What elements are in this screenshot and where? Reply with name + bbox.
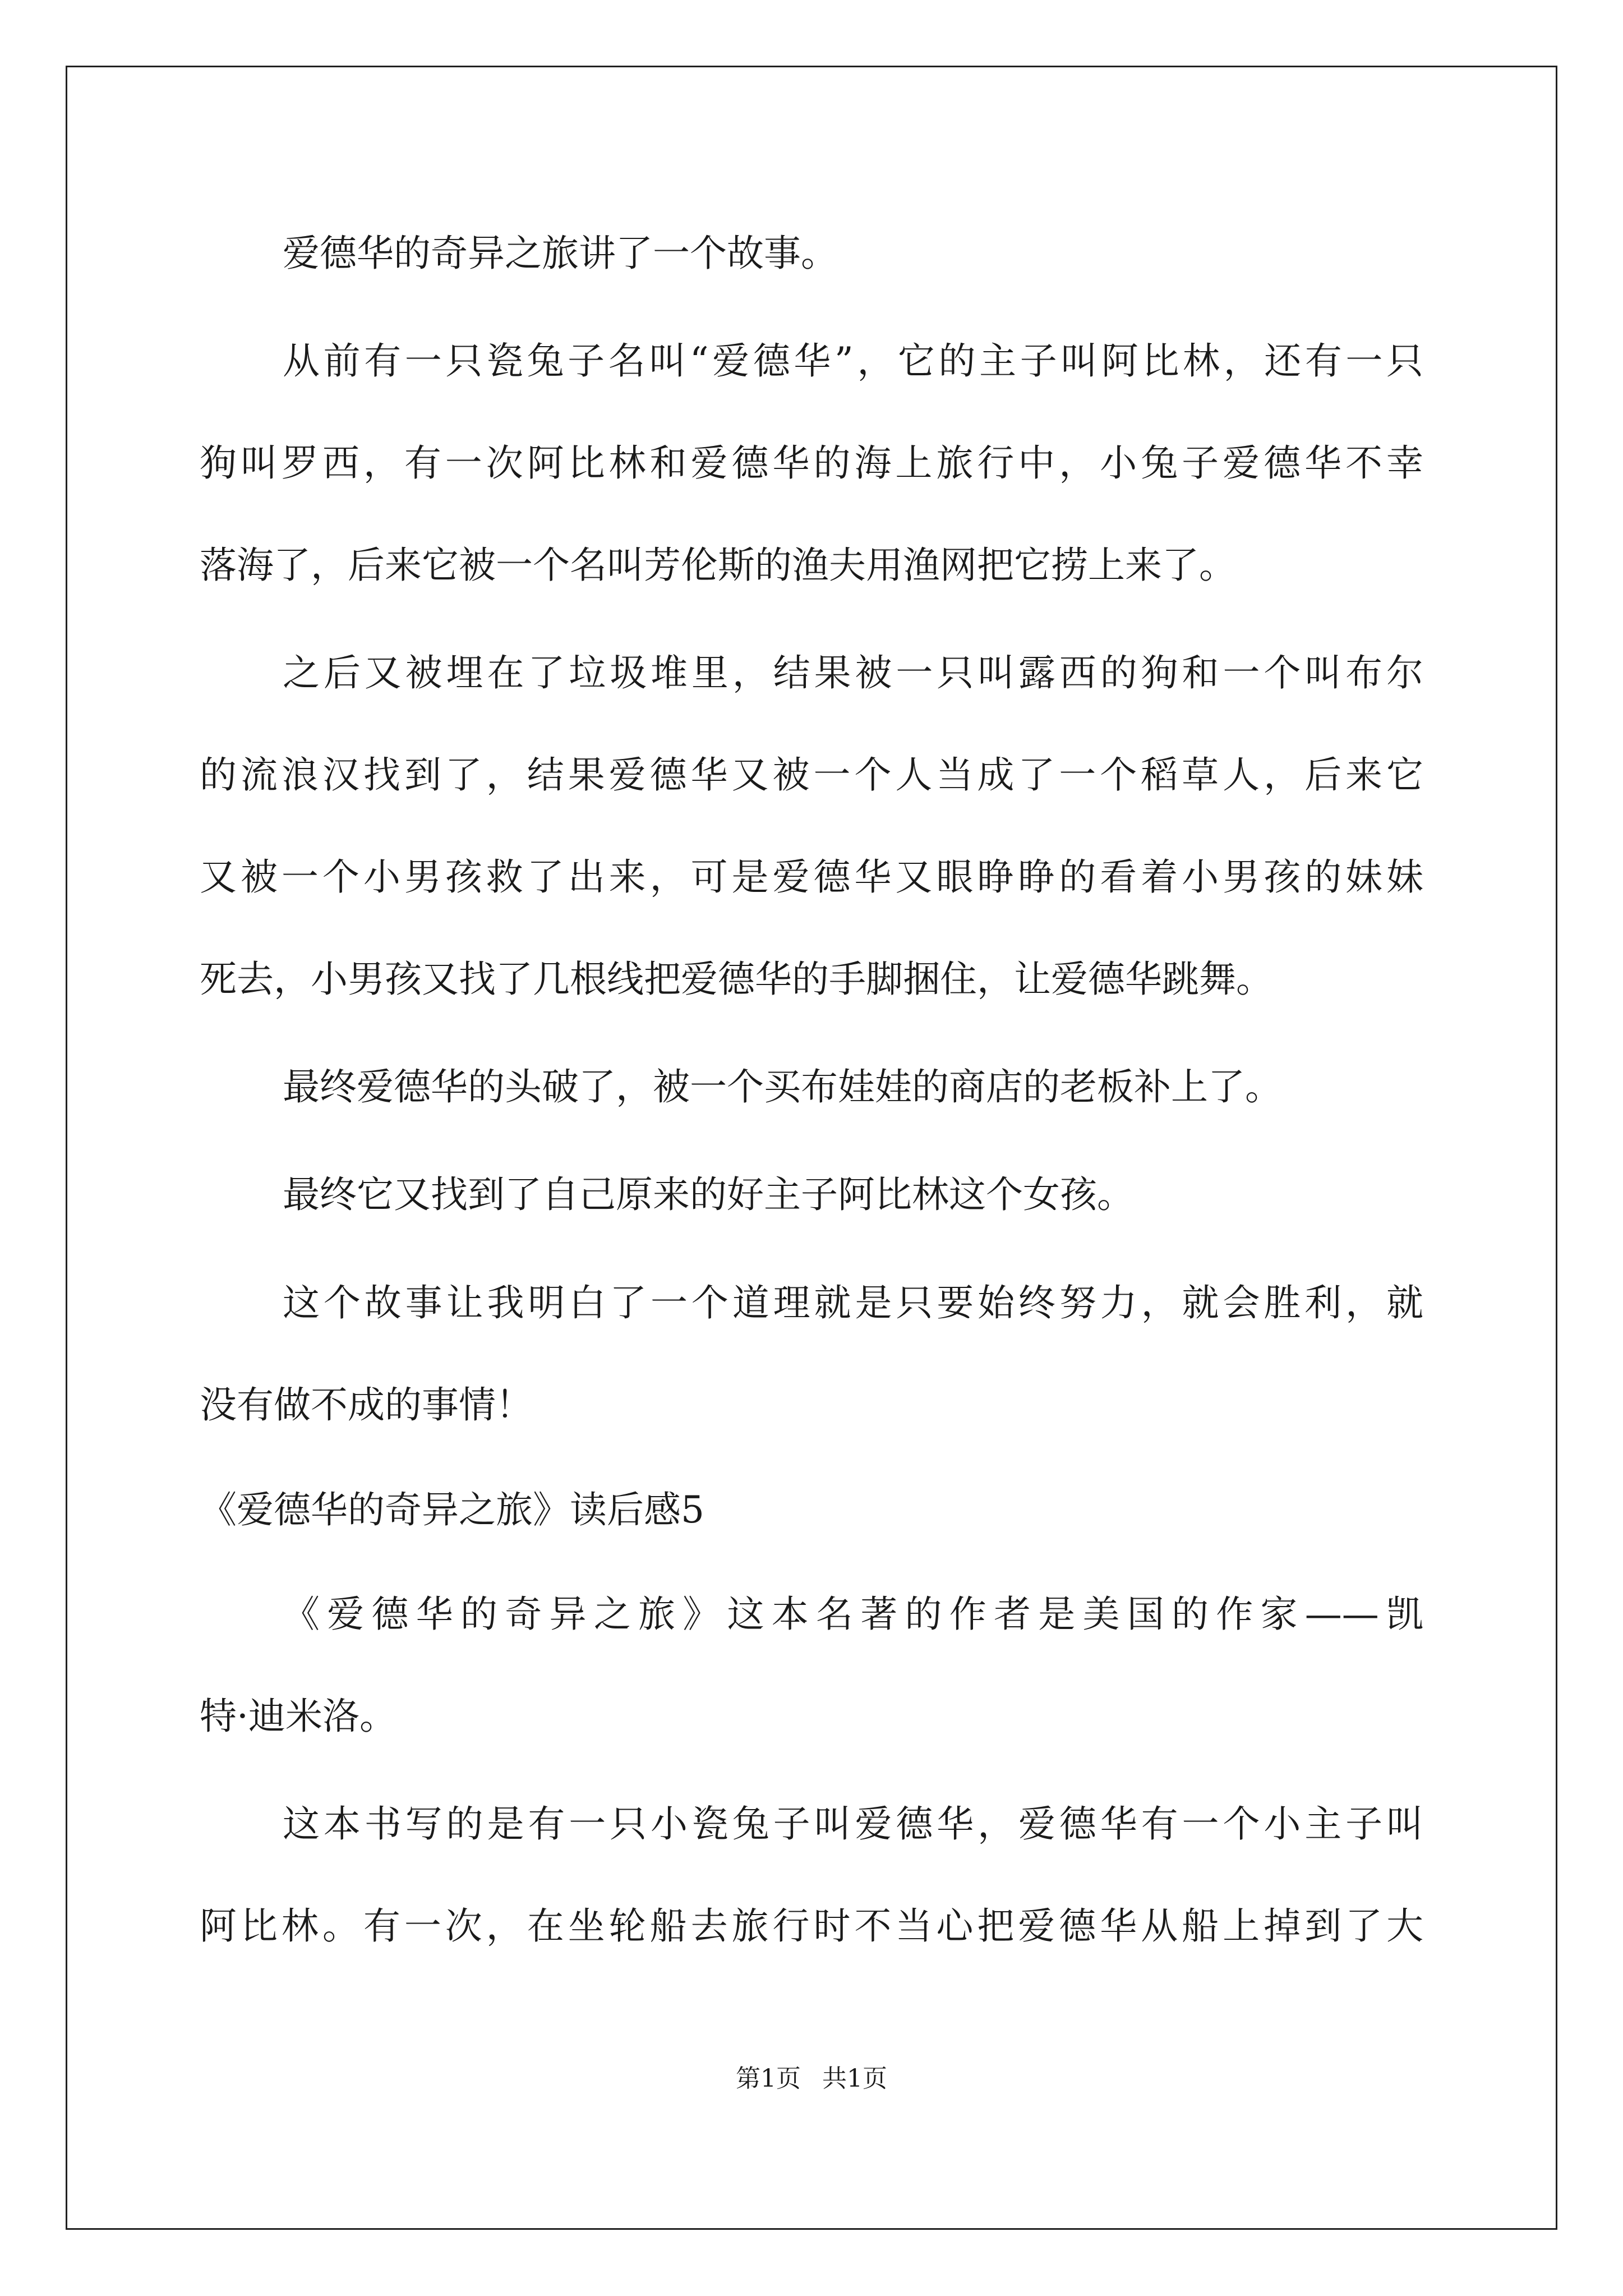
paragraph-line: 《爱德华的奇异之旅》这本名著的作者是美国的作家——凯 bbox=[283, 1593, 1423, 1636]
paragraph-line: 的流浪汉找到了，结果爱德华又被一个人当成了一个稻草人，后来它 bbox=[200, 753, 1423, 797]
page-footer bbox=[0, 2063, 1623, 2095]
paragraph-line: 爱德华的奇异之旅讲了一个故事。 bbox=[283, 232, 838, 275]
section-heading: 《爱德华的奇异之旅》读后感5 bbox=[200, 1488, 704, 1531]
paragraph-line: 狗叫罗西，有一次阿比林和爱德华的海上旅行中，小兔子爱德华不幸 bbox=[200, 441, 1423, 485]
page-number-total: 共1页 bbox=[822, 2064, 887, 2093]
paragraph-line: 没有做不成的事情！ bbox=[200, 1383, 533, 1427]
paragraph-line: 落海了，后来它被一个名叫芳伦斯的渔夫用渔网把它捞上来了。 bbox=[200, 544, 1236, 587]
paragraph-line: 最终爱德华的头破了，被一个买布娃娃的商店的老板补上了。 bbox=[283, 1065, 1282, 1108]
paragraph-line: 从前有一只瓷兔子名叫“爱德华”，它的主子叫阿比林，还有一只 bbox=[283, 339, 1423, 383]
paragraph-line: 死去，小男孩又找了几根线把爱德华的手脚捆住，让爱德华跳舞。 bbox=[200, 958, 1273, 1001]
paragraph-line: 这个故事让我明白了一个道理就是只要始终努力，就会胜利，就 bbox=[283, 1281, 1423, 1324]
paragraph-line: 又被一个小男孩救了出来，可是爱德华又眼睁睁的看着小男孩的妹妹 bbox=[200, 855, 1423, 899]
paragraph-line: 这本书写的是有一只小瓷兔子叫爱德华，爱德华有一个小主子叫 bbox=[283, 1802, 1423, 1846]
paragraph-line: 之后又被埋在了垃圾堆里，结果被一只叫露西的狗和一个叫布尔 bbox=[283, 651, 1423, 694]
paragraph-line: 最终它又找到了自己原来的好主子阿比林这个女孩。 bbox=[283, 1173, 1134, 1216]
page-number-current: 第1页 bbox=[736, 2064, 801, 2093]
paragraph-line: 特·迪米洛。 bbox=[200, 1695, 396, 1738]
paragraph-line: 阿比林。有一次，在坐轮船去旅行时不当心把爱德华从船上掉到了大 bbox=[200, 1904, 1423, 1948]
